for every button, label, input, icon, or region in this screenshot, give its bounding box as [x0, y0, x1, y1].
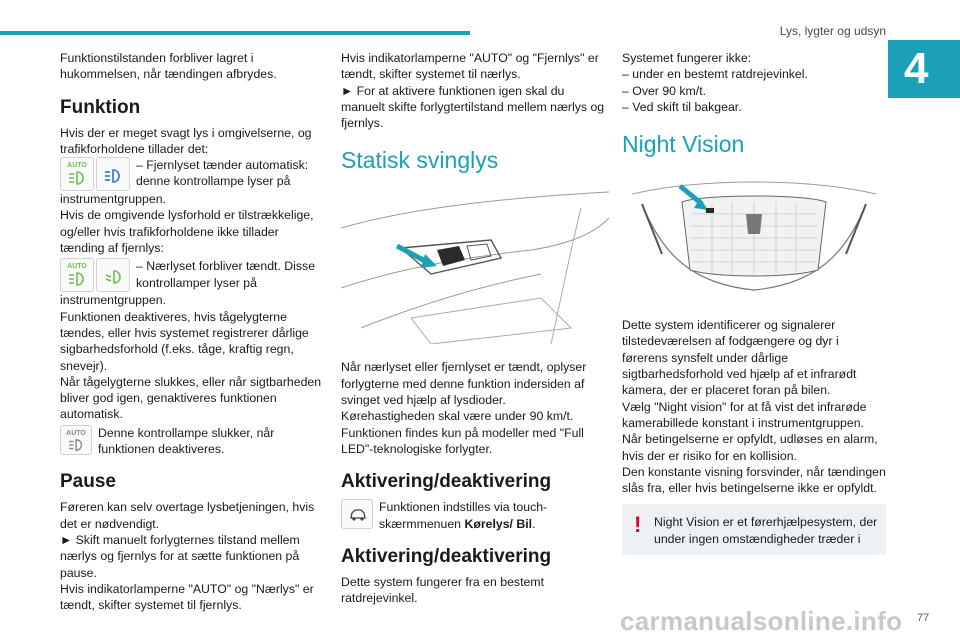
aktivering-text: Dette system fungerer fra en bestemt ratdrejevinkel. [341, 574, 544, 606]
auto-off-lamp-icon [60, 425, 92, 455]
car-menu-icon [341, 499, 373, 529]
warning-box [622, 504, 886, 555]
page-number: 77 [917, 612, 930, 624]
system-limits-text: Systemet fungerer ikke: – under en bestemt ratdrejevinkel. – Over 90 km/t. – Ved skift til bakgear. [622, 51, 808, 114]
auto-off-desc: Denne kontrollampe slukker, når funktionen deaktiveres. [98, 425, 275, 457]
menu-path: Kørelys/ Bil [464, 516, 533, 531]
highbeam-desc: – Fjernlyset tænder automatisk: denne kontrollampe lyser på [136, 158, 309, 189]
pause-text: Føreren kan selv overtage lysbetjeningen, hvis det er nødvendigt. ► Skift manuelt forlygternes tilstand mellem nærlys og fjernlys for at sætte funktionen på pause. Hvis indikatorlamperne "AUTO" og "Nærlys" er tændt, skifter systemet til fjernlys. [60, 500, 315, 613]
auto-lowbeam-lamp-icon [60, 258, 94, 292]
touch-desc-text: Funktionen indstilles via touch-skærmmenuen [379, 500, 548, 531]
heading-funktion: Funktion [60, 96, 141, 118]
chapter-number: 4 [888, 40, 960, 98]
column-1 [60, 50, 322, 613]
warning-icon: ! [634, 512, 642, 538]
heading-pause: Pause [60, 471, 116, 493]
heading-aktivering-2: Aktivering/deaktivering [341, 545, 552, 567]
intro-text: Funktionstilstanden forbliver lagret i hukommelsen, når tændingen afbrydes. [60, 51, 277, 82]
touch-menu-desc [379, 499, 609, 532]
headlight-illustration [341, 188, 609, 344]
auto-lamp-label-2: AUTO [67, 263, 87, 271]
touch-menu-row [341, 499, 609, 532]
heading-statisk-svinglys: Statisk svinglys [341, 147, 499, 174]
statisk-text: Når nærlyset eller fjernlyset er tændt, oplyser forlygterne med denne funktion indersiden af svinget ved hjælp af lysdioder. Kørehastigheden skal være under 90 km/t. Funktionen findes kun på modeller med "Full LED"-teknologiske forlygter. [341, 360, 587, 456]
highbeam-icon [68, 170, 88, 186]
icon-row-auto-off [60, 425, 322, 458]
highbeam-blue-icon [104, 168, 124, 184]
auto-lamp-label: AUTO [67, 162, 87, 170]
heading-night-vision: Night Vision [622, 131, 745, 158]
lowbeam-icon [68, 271, 88, 287]
lowbeam-lamp-icon [96, 258, 130, 292]
col2-intro: Hvis indikatorlamperne "AUTO" og "Fjernlys" er tændt, skifter systemet til nærlys. ► For at aktivere funktionen igen skal du manuelt skifte forlygtertilstand mellem nærlys og fjernlys. [341, 51, 605, 131]
top-accent-bar [0, 31, 470, 35]
auto-highbeam-lamp-icon [60, 157, 94, 191]
icon-row-highbeam [60, 157, 322, 191]
funktion-text-3: instrumentgruppen. Funktionen deaktiveres, hvis tågelygterne tændes, eller hvis systemet registrerer dårlige sigbarhedsforhold (f.eks. tåge, kraftig regn, snevejr). Når tågelygterne slukkes, eller når sigtbarheden bliver god igen, genaktiveres funktionen automatisk. [60, 293, 322, 422]
column-2 [341, 50, 609, 606]
funktion-text: Hvis der er meget svagt lys i omgivelserne, og trafikforholdene tillader det: [60, 125, 312, 156]
car-icon [349, 508, 367, 522]
highbeam-lamp-icon [96, 157, 130, 191]
night-vision-car-illustration [622, 174, 886, 300]
lowbeam-desc: – Nærlyset forbliver tændt. Disse kontrollamper lyser på [136, 259, 316, 290]
lowbeam-green-icon [104, 269, 124, 285]
watermark: carmanualsonline.info [620, 606, 903, 636]
section-title: Lys, lygter og udsyn [779, 24, 886, 38]
icon-row-lowbeam [60, 258, 322, 292]
column-3 [622, 50, 886, 555]
heading-aktivering-1: Aktivering/deaktivering [341, 471, 552, 493]
funktion-text-2: instrumentgruppen. Hvis de omgivende lysforhold er tilstrækkelige, og/eller hvis trafikforholdene ikke tillader tænding af fjernlys: [60, 192, 314, 256]
auto-lamp-label-3: AUTO [66, 429, 86, 437]
warning-text: Night Vision er et førerhjælpesystem, der under ingen omstændigheder træder i [654, 515, 878, 546]
auto-off-beam-icon [68, 438, 86, 452]
night-vision-text: Dette system identificerer og signalerer tilstedeværelsen af fodgængere og dyr i førerens synsfelt under dårlige sigtbarhedsforhold ved hjælp af et infrarødt kamera, der er placeret foran på bilen. Vælg "Night vision" for at få vist det infrarøde kamerabillede konstant i instrumentgruppen. Når betingelserne er opfyldt, udløses en alarm, hvis der er risiko for en kollision. Den konstante visning forsvinder, når tændingen slås fra, eller hvis betingelserne ikke er opfyldt. [622, 318, 886, 496]
touch-desc-end: . [532, 516, 536, 531]
